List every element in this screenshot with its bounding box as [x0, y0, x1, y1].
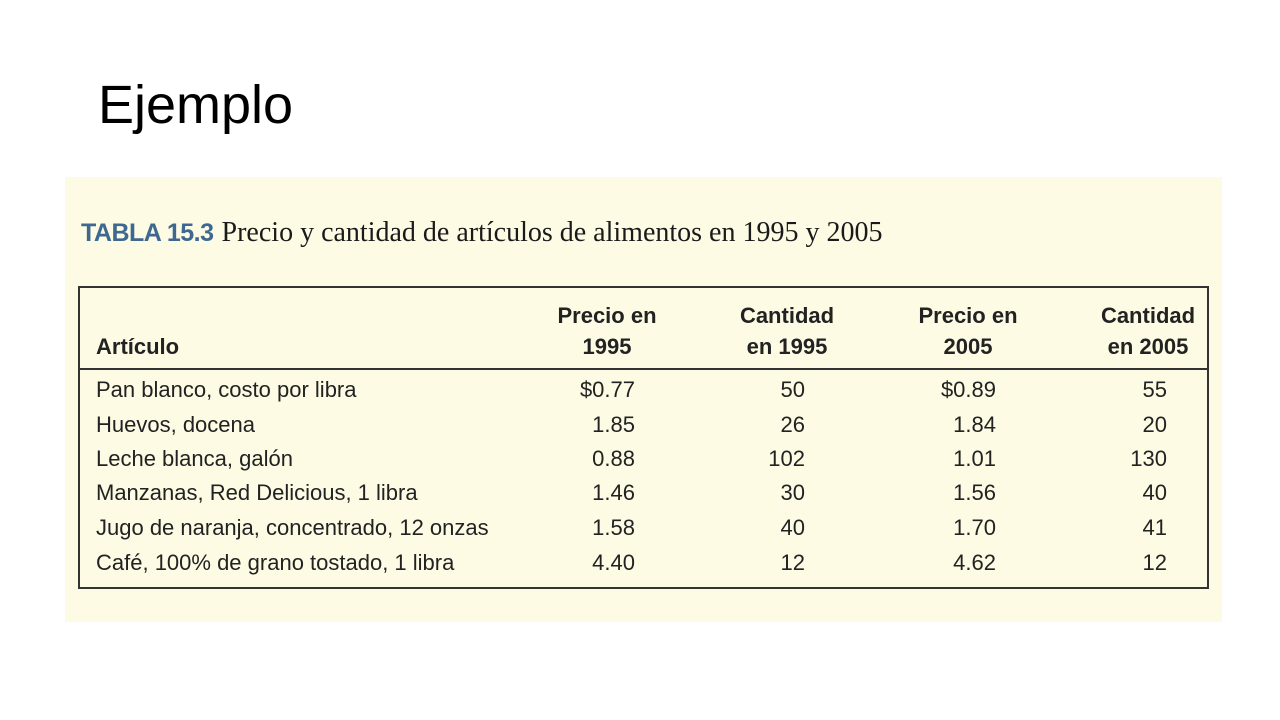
table-row-price-1995: 1.85	[592, 412, 635, 437]
table-row-item: Café, 100% de grano tostado, 1 libra	[96, 550, 455, 575]
table-row-qty-1995: 40	[780, 515, 805, 540]
table-row-qty-2005: 12	[1142, 550, 1167, 575]
table-row-qty-1995: 102	[768, 446, 805, 471]
header-price-1995: Precio en 1995	[557, 303, 657, 359]
table-caption-label: TABLA 15.3	[81, 219, 214, 247]
table-row-qty-2005: 40	[1142, 480, 1167, 505]
table-row-price-2005: 1.56	[953, 480, 996, 505]
table-figure	[65, 177, 1222, 622]
header-qty-1995: Cantidad en 1995	[739, 303, 835, 359]
header-divider	[80, 368, 1207, 370]
header-price-2005: Precio en 2005	[918, 303, 1018, 359]
header-qty-2005: Cantidad en 2005	[1100, 303, 1196, 359]
table-row-price-1995: 0.88	[592, 446, 635, 471]
table-row-qty-1995: 50	[780, 377, 805, 402]
table-row-item: Pan blanco, costo por libra	[96, 377, 357, 402]
price-quantity-table	[78, 286, 1209, 589]
table-row-price-1995: $0.77	[579, 377, 635, 402]
table-row-item: Leche blanca, galón	[96, 446, 293, 471]
table-row-price-1995: 1.46	[592, 480, 635, 505]
table-row-price-1995: 1.58	[592, 515, 635, 540]
table-row-price-2005: $0.89	[940, 377, 996, 402]
table-caption-text: Precio y cantidad de artículos de alimentos en 1995 y 2005	[221, 217, 883, 248]
table-row-qty-2005: 55	[1142, 377, 1167, 402]
table-row-price-2005: 1.84	[953, 412, 996, 437]
table-row-qty-2005: 41	[1142, 515, 1167, 540]
table-row-price-2005: 1.70	[953, 515, 996, 540]
table-row-price-1995: 4.40	[592, 550, 635, 575]
header-item: Artículo	[96, 334, 180, 359]
table-row-qty-1995: 12	[780, 550, 805, 575]
table-row-item: Manzanas, Red Delicious, 1 libra	[96, 480, 418, 505]
table-row-item: Jugo de naranja, concentrado, 12 onzas	[96, 515, 489, 540]
table-row-qty-2005: 130	[1130, 446, 1167, 471]
slide-title: Ejemplo	[98, 75, 294, 135]
table-row-qty-1995: 30	[780, 480, 805, 505]
table-row-item: Huevos, docena	[96, 412, 255, 437]
table-row-qty-2005: 20	[1142, 412, 1167, 437]
table-row-price-2005: 1.01	[953, 446, 996, 471]
table-row-price-2005: 4.62	[953, 550, 996, 575]
table-row-qty-1995: 26	[780, 412, 805, 437]
table-caption	[81, 217, 882, 249]
